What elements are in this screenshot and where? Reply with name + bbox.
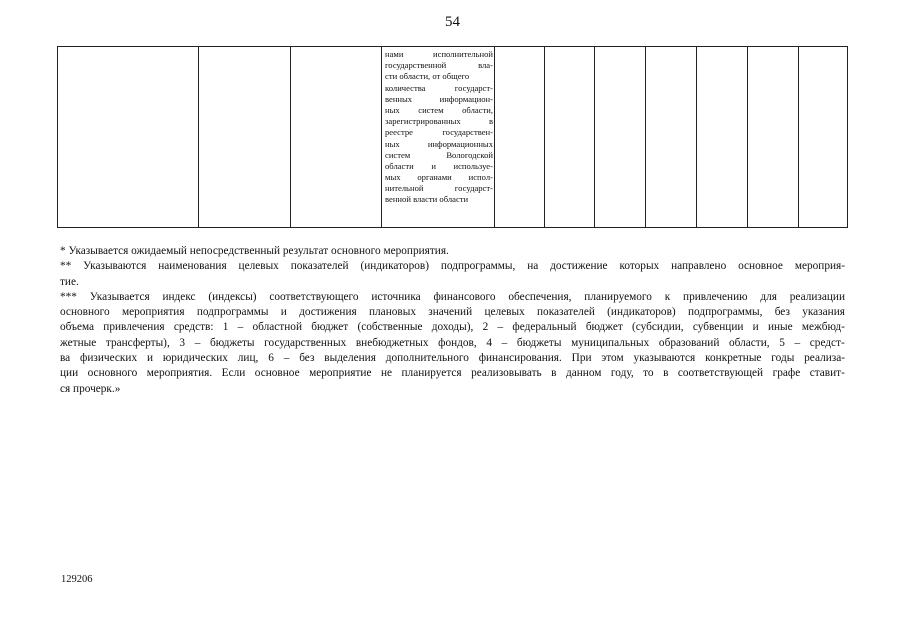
word: информационных [427, 138, 493, 149]
word: систем [418, 104, 444, 115]
word: 4 [486, 336, 492, 349]
column-divider [747, 47, 748, 227]
footnote-line [60, 259, 845, 274]
word: межбюд- [801, 321, 845, 334]
word: количества [385, 82, 426, 93]
word: значений [428, 306, 473, 319]
word: тие. [60, 275, 79, 288]
footnote-line [60, 351, 845, 366]
word: целевых [484, 306, 525, 319]
word: бюджет [585, 321, 623, 334]
word: мероприятие [309, 367, 372, 380]
word: достижение [550, 260, 608, 273]
word: нительной [385, 183, 424, 194]
word: доходы), [431, 321, 474, 334]
word: ных [385, 138, 400, 149]
word: и [146, 352, 153, 365]
word: в [663, 367, 669, 380]
word: бюджет [311, 321, 349, 334]
word: субвенции [692, 321, 744, 334]
word: испол- [468, 172, 493, 183]
cell-line [385, 60, 493, 71]
word: основное [254, 367, 300, 380]
word: на [527, 260, 539, 273]
word: привлечения [103, 321, 165, 334]
word: реализации [789, 290, 845, 303]
word: наименования [158, 260, 227, 273]
word: 1 [222, 321, 229, 334]
word: лиц, [237, 352, 259, 365]
word: бюджеты [516, 336, 562, 349]
word: реализовывать [471, 367, 542, 380]
word: иные [767, 321, 793, 334]
word: средств: [173, 321, 214, 334]
word: ции [60, 367, 79, 380]
word: муниципальных [571, 336, 650, 349]
word: юридических [162, 352, 228, 365]
word: – [237, 321, 244, 334]
word: (индексы) [208, 290, 257, 303]
footnote-line [60, 366, 845, 381]
word: направлено [671, 260, 727, 273]
word: ** [60, 260, 72, 273]
column-divider [198, 47, 199, 227]
word: области, [729, 336, 770, 349]
word: индекс [162, 290, 196, 303]
word: планируется [401, 367, 462, 380]
word: 3 [179, 336, 186, 349]
word: без [774, 306, 790, 319]
word: финансового [433, 290, 496, 303]
word: не [380, 367, 393, 380]
word: трансферты), [105, 336, 170, 349]
word: источника [371, 290, 421, 303]
footnote-line [60, 305, 845, 320]
cell-line [385, 105, 493, 116]
word: государствен- [442, 127, 493, 138]
word: мых [385, 172, 401, 183]
word: и [752, 321, 759, 334]
footnotes [60, 244, 845, 397]
word: целевых [238, 260, 279, 273]
cell-line [385, 150, 493, 161]
word: венных [385, 93, 413, 104]
word: органами [417, 172, 452, 183]
word: – [194, 336, 201, 349]
word: государственной [385, 60, 447, 71]
cell-line [385, 49, 493, 60]
word: показателей [537, 306, 595, 319]
word: которых [619, 260, 660, 273]
word: реестре [385, 127, 413, 138]
word: *** [60, 290, 77, 303]
cell-line [385, 161, 493, 172]
word: основного [87, 367, 138, 380]
column-divider [290, 47, 291, 227]
word: области [385, 160, 414, 171]
word: подпрограммы, [440, 260, 516, 273]
column-divider [381, 47, 382, 227]
footnote-line [60, 275, 845, 290]
cell-line [385, 71, 493, 82]
word: (индикаторов) [360, 260, 429, 273]
word: то [643, 367, 654, 380]
word: и [431, 160, 436, 171]
word: 2 [482, 321, 489, 334]
word: и [280, 306, 287, 319]
word: бюджеты [209, 336, 255, 349]
word: Вологодской [446, 149, 493, 160]
word: – [794, 336, 801, 349]
word: для [760, 290, 777, 303]
word: соответствующего [269, 290, 359, 303]
word: указываются [633, 352, 696, 365]
cell-line [385, 183, 493, 194]
word: – [497, 321, 504, 334]
footnote-line [60, 244, 845, 259]
word: финансирования. [478, 352, 562, 365]
word: без [299, 352, 315, 365]
word: венной власти области [385, 194, 469, 205]
word: (субсидии, [632, 321, 684, 334]
cell-line [385, 83, 493, 94]
word: образований [658, 336, 720, 349]
word: мероприятия [121, 306, 185, 319]
word: в [488, 116, 493, 127]
word: достижения [299, 306, 357, 319]
indicator-name-cell [385, 49, 493, 206]
word: 6 [268, 352, 274, 365]
word: Если [221, 367, 246, 380]
word: государственных [264, 336, 347, 349]
word: ся прочерк.» [60, 382, 121, 395]
word: информацион- [439, 93, 493, 104]
word: дополнительного [385, 352, 469, 365]
page-number: 54 [445, 14, 460, 30]
cell-line [385, 116, 493, 127]
cell-line [385, 94, 493, 105]
word: (индикаторов) [607, 306, 676, 319]
word: зарегистрированных [385, 116, 461, 127]
word: привлечению [683, 290, 748, 303]
word: году, [610, 367, 634, 380]
word: ных [385, 104, 400, 115]
word: мероприятия. [146, 367, 213, 380]
footnote-line [60, 290, 845, 305]
word: фондов, [438, 336, 477, 349]
word: жетные [60, 336, 97, 349]
word: области, [462, 104, 493, 115]
word: систем [385, 149, 411, 160]
word: нами [385, 49, 404, 59]
word: * Указывается ожидаемый непосредственный результат основного мероприятия. [60, 245, 449, 257]
word: этом [601, 352, 624, 365]
word: ва [60, 352, 71, 365]
word: основного [60, 306, 110, 319]
word: к [664, 290, 671, 303]
word: соответствующей [677, 367, 764, 380]
word: вла- [478, 60, 493, 71]
word: федеральный [512, 321, 577, 334]
column-divider [645, 47, 646, 227]
column-divider [594, 47, 595, 227]
word: мероприя- [794, 260, 845, 273]
word: подпрограммы [196, 306, 269, 319]
footnote-line [60, 336, 845, 351]
word: обеспечения, [508, 290, 572, 303]
word: графе [772, 367, 801, 380]
word: физических [80, 352, 138, 365]
footnote-line [60, 320, 845, 335]
word: Указывается [89, 290, 150, 303]
word: основное [738, 260, 783, 273]
word: подпрограммы, [687, 306, 763, 319]
cell-line [385, 172, 493, 183]
word: выделения [324, 352, 376, 365]
word: – [283, 352, 290, 365]
table-fragment [57, 46, 848, 228]
word: сти области, от общего [385, 71, 470, 82]
footnote-line [60, 382, 845, 397]
cell-line [385, 127, 493, 138]
word: – [501, 336, 508, 349]
word: объема [60, 321, 95, 334]
word: областной [252, 321, 302, 334]
word: в [551, 367, 557, 380]
cell-line [385, 194, 493, 205]
word: средст- [809, 336, 845, 349]
word: планируемого [584, 290, 652, 303]
word: (собственные [357, 321, 423, 334]
column-divider [544, 47, 545, 227]
word: плановых [369, 306, 416, 319]
word: внебюджетных [355, 336, 429, 349]
column-divider [696, 47, 697, 227]
column-divider [494, 47, 495, 227]
word: исполнительной [433, 49, 493, 59]
column-divider [798, 47, 799, 227]
word: данном [565, 367, 602, 380]
cell-line [385, 139, 493, 150]
word: При [571, 352, 592, 365]
word: показателей [290, 260, 349, 273]
word: Указываются [83, 260, 147, 273]
word: 5 [779, 336, 785, 349]
word: годы [771, 352, 795, 365]
word: указания [802, 306, 845, 319]
word: реализа- [804, 352, 845, 365]
word: конкретные [705, 352, 762, 365]
word: используе- [453, 160, 493, 171]
word: государст- [454, 82, 493, 93]
document-code: 129206 [61, 574, 93, 585]
word: государст- [454, 183, 493, 194]
word: ставит- [809, 367, 845, 380]
